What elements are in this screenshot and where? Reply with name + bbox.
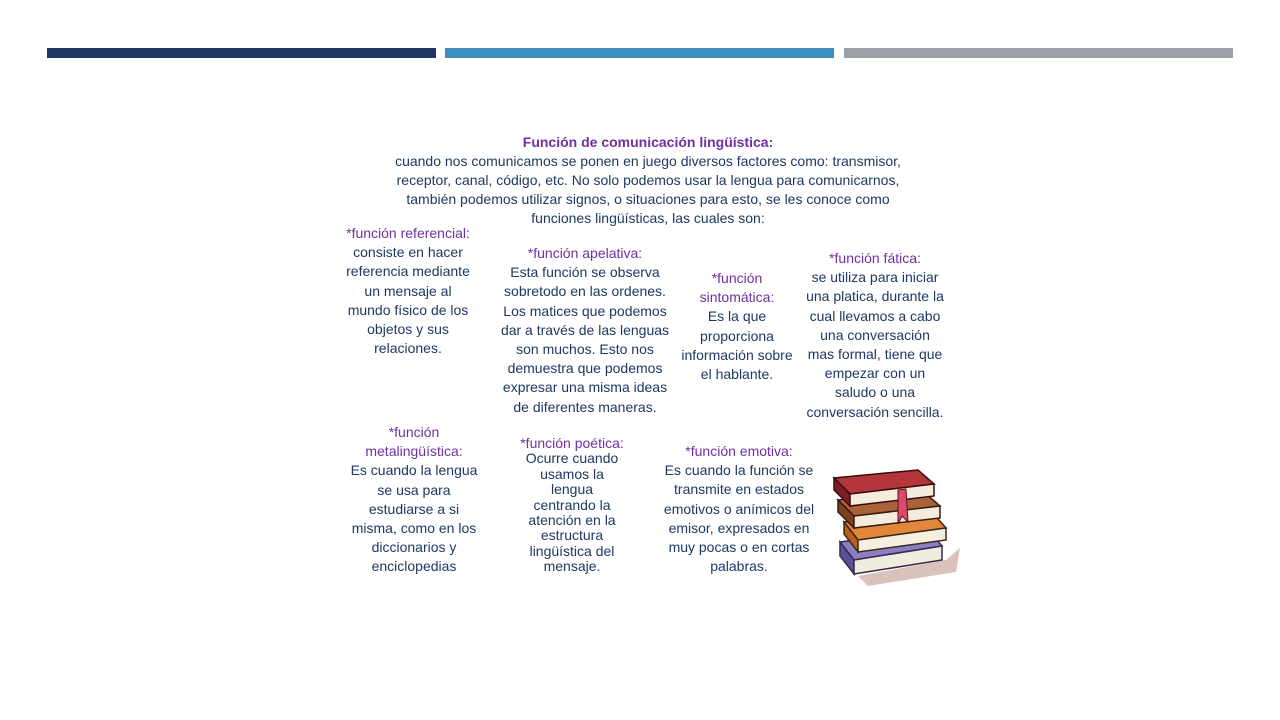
- intro-title: Función de comunicación lingüística:: [522, 134, 774, 150]
- function-heading: *función fática:: [829, 250, 921, 266]
- function-heading: *función metalingüística:: [365, 424, 463, 460]
- function-fatica: [806, 249, 944, 422]
- function-heading: *función apelativa:: [527, 245, 643, 261]
- header-bar-blue: [445, 48, 834, 58]
- books-stack-icon: [828, 464, 962, 586]
- function-text: Ocurre cuando usamos la lengua centrando la atención en la estructura lingüística del mensaje.: [525, 450, 619, 575]
- function-sintomatica: [676, 269, 798, 384]
- function-referencial: [346, 224, 470, 358]
- header-bar-gray: [844, 48, 1233, 58]
- function-text: consiste en hacer referencia mediante un mensaje al mundo físico de los objetos y sus relaciones.: [346, 244, 470, 357]
- header-bar-dark: [47, 48, 436, 58]
- intro-text: cuando nos comunicamos se ponen en juego diversos factores como: transmisor, receptor, canal, código, etc. No solo podemos usar la lengua para comunicarnos, también podemos utilizar signos, o situaciones para esto, se les conoce como funciones lingüísticas, las cuales son:: [395, 153, 901, 226]
- function-poetica: [520, 436, 624, 575]
- function-text: Es cuando la lengua se usa para estudiarse a si misma, como en los diccionarios y enciclopedias: [350, 462, 478, 575]
- function-emotiva: [658, 442, 820, 576]
- function-heading: *función emotiva:: [685, 443, 793, 459]
- function-text: se utiliza para iniciar una platica, durante la cual llevamos a cabo una conversación mas formal, tiene que empezar con un saludo o una conversación sencilla.: [806, 269, 944, 420]
- function-text: Es la que proporciona información sobre el hablante.: [681, 308, 793, 383]
- function-metalinguistica: [346, 423, 482, 577]
- function-heading: *función poética:: [520, 435, 624, 451]
- function-apelativa: [497, 244, 673, 417]
- function-text: Es cuando la función se transmite en estados emotivos o anímicos del emisor, expresados en muy pocas o en cortas palabras.: [663, 462, 815, 575]
- intro-paragraph: [380, 133, 916, 228]
- function-heading: *función sintomática:: [699, 270, 775, 306]
- function-heading: *función referencial:: [346, 225, 470, 241]
- function-text: Esta función se observa sobretodo en las ordenes. Los matices que podemos dar a través de las lenguas son muchos. Esto nos demuestra que podemos expresar una misma ideas de diferentes maneras.: [500, 264, 670, 415]
